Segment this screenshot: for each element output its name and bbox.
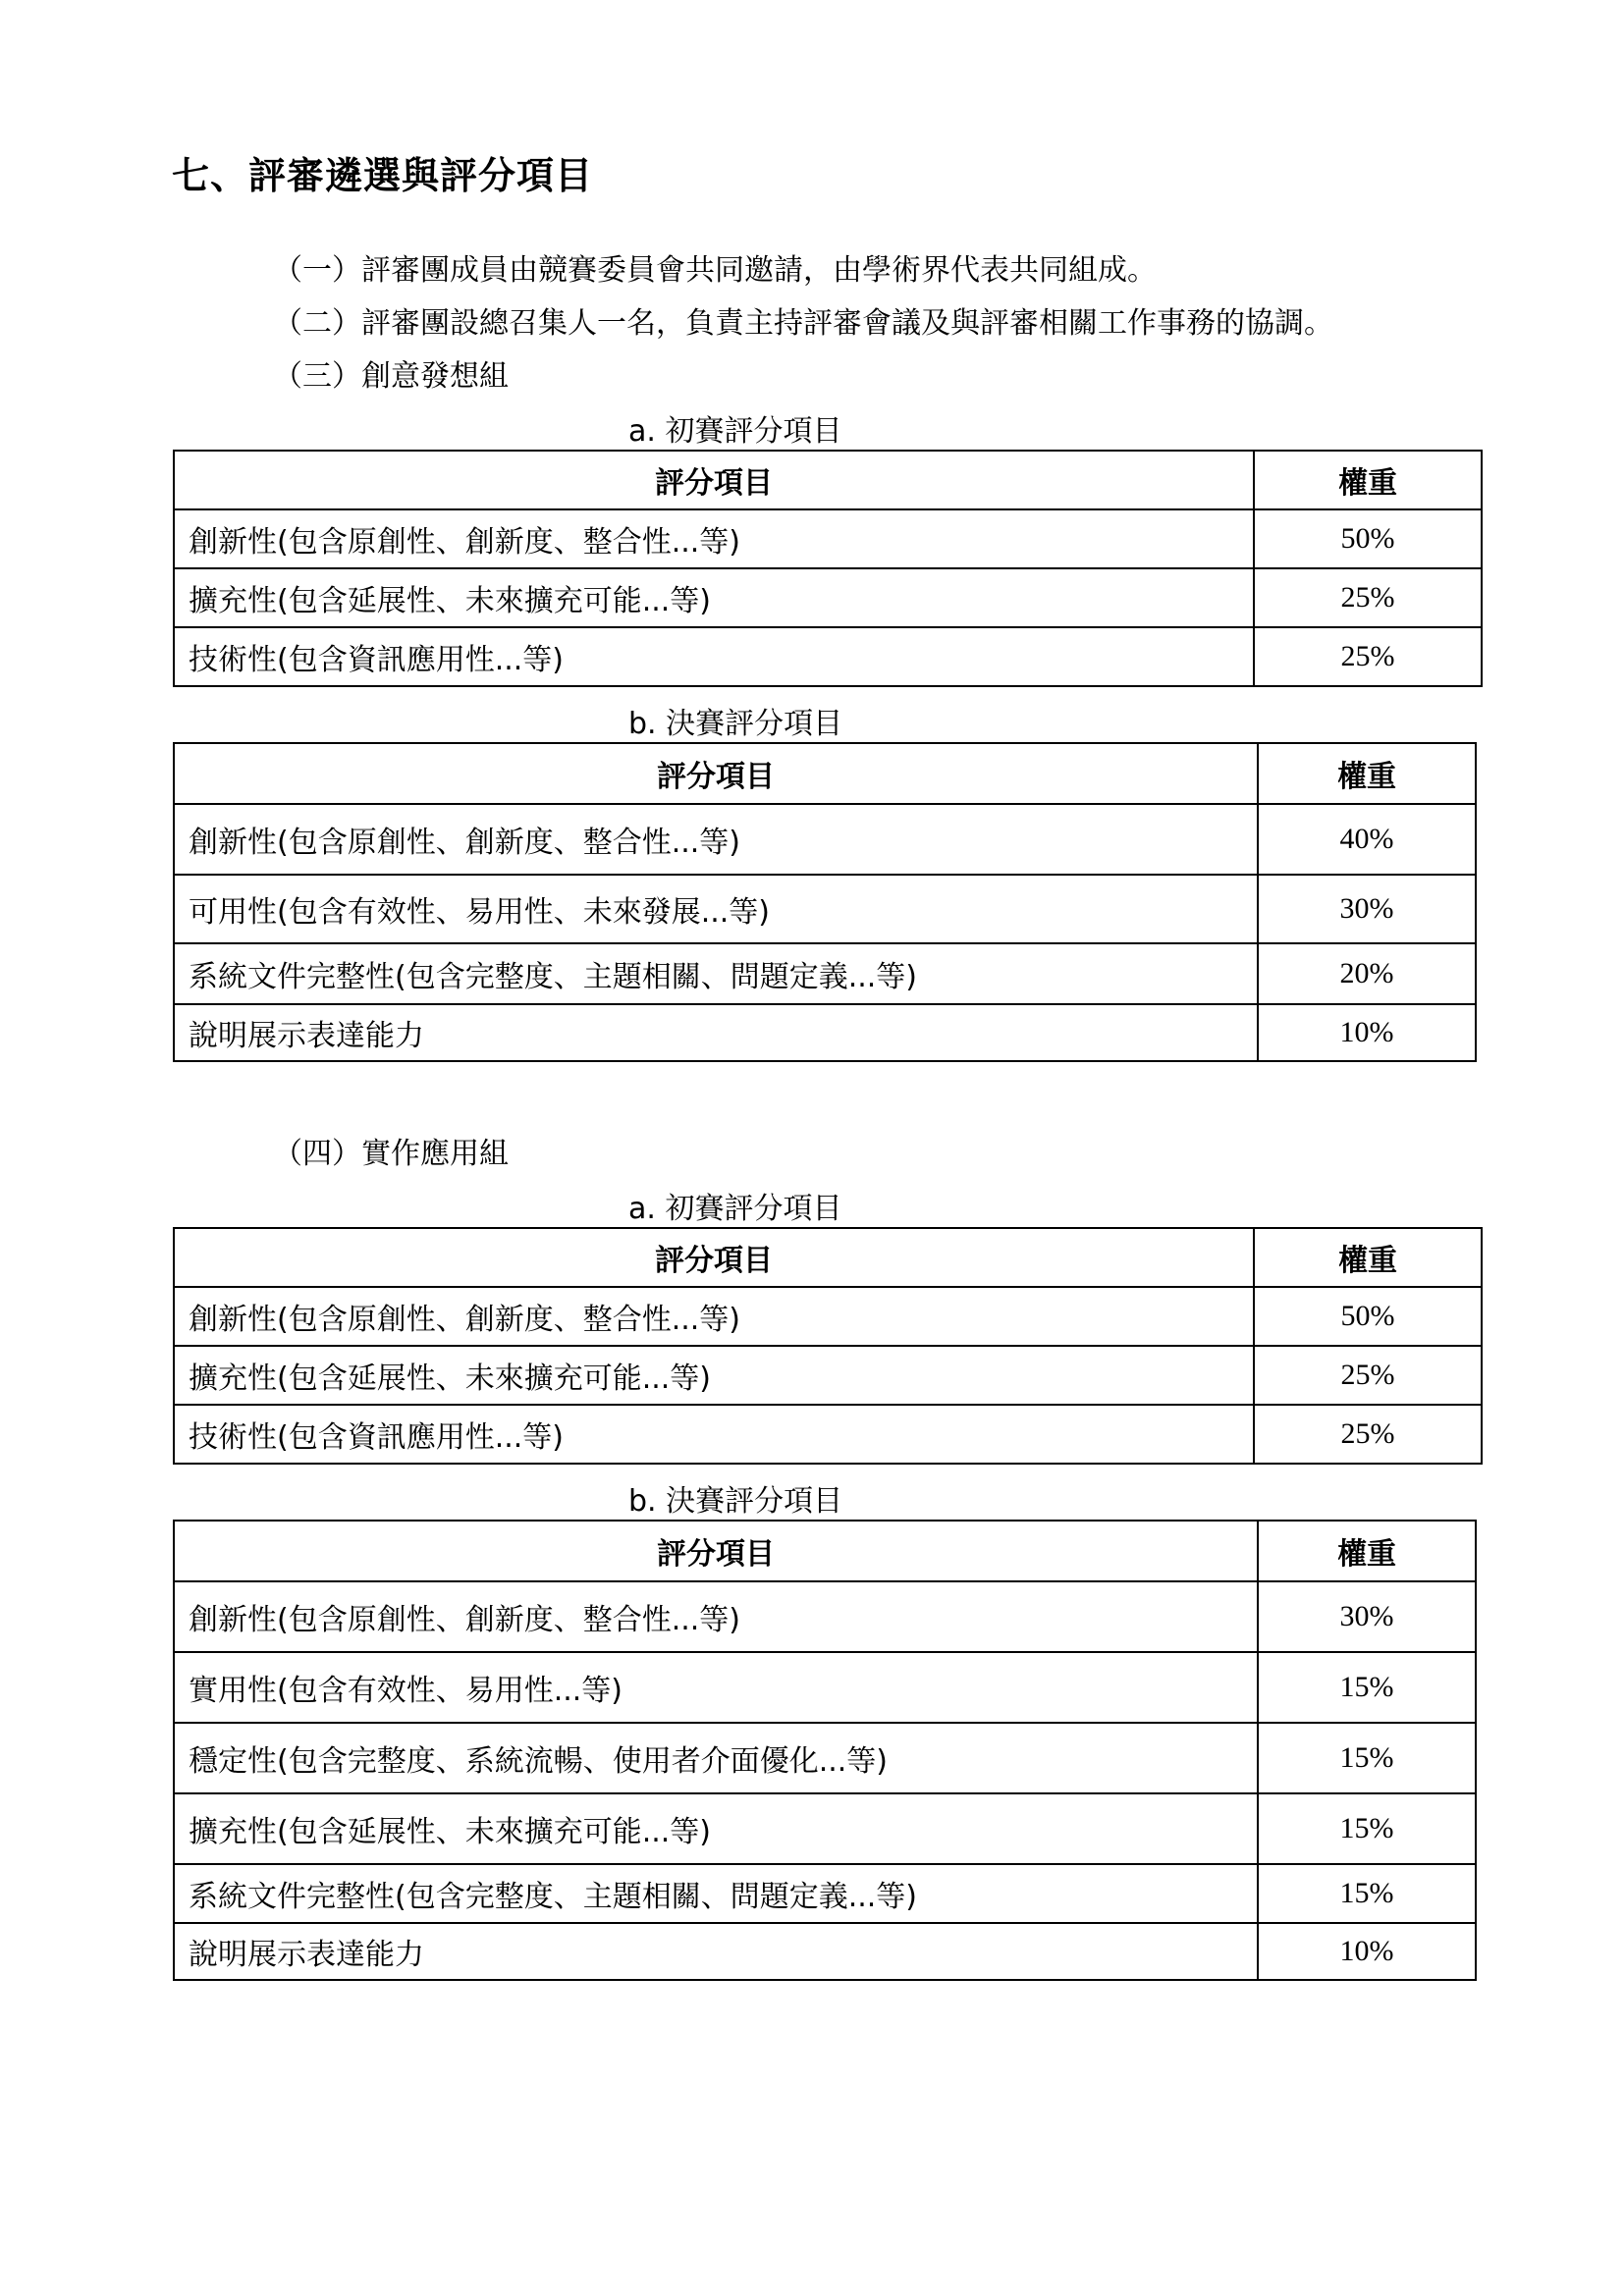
criterion-cell: 系統文件完整性(包含完整度、主題相關、問題定義...等) bbox=[174, 943, 1258, 1004]
table-row bbox=[174, 943, 1476, 1004]
header-weight: 權重 bbox=[1258, 743, 1476, 804]
applied-prelim-caption: a. 初賽評分項目 bbox=[628, 1192, 842, 1226]
item-2: （二）評審團設總召集人一名，負責主持評審會議及與評審相關工作事務的協調。 bbox=[273, 306, 1333, 341]
criterion-cell: 說明展示表達能力 bbox=[174, 1004, 1258, 1061]
criterion-cell: 穩定性(包含完整度、系統流暢、使用者介面優化...等) bbox=[174, 1723, 1258, 1793]
item-3: （三）創意發想組 bbox=[273, 359, 509, 394]
weight-cell: 30% bbox=[1258, 875, 1476, 943]
weight-cell: 40% bbox=[1258, 804, 1476, 875]
weight-cell: 25% bbox=[1254, 1405, 1482, 1464]
table-row bbox=[174, 804, 1476, 875]
header-criterion: 評分項目 bbox=[174, 1228, 1254, 1287]
table-row bbox=[174, 1923, 1476, 1980]
weight-cell: 10% bbox=[1258, 1004, 1476, 1061]
criterion-cell: 創新性(包含原創性、創新度、整合性...等) bbox=[174, 1287, 1254, 1346]
table-row bbox=[174, 1346, 1482, 1405]
header-weight: 權重 bbox=[1254, 1228, 1482, 1287]
weight-cell: 20% bbox=[1258, 943, 1476, 1004]
weight-cell: 15% bbox=[1258, 1652, 1476, 1723]
criterion-cell: 技術性(包含資訊應用性...等) bbox=[174, 627, 1254, 686]
header-criterion: 評分項目 bbox=[174, 451, 1254, 509]
table-row bbox=[174, 1652, 1476, 1723]
table-row bbox=[174, 568, 1482, 627]
applied-prelim-table bbox=[173, 1227, 1483, 1465]
weight-cell: 15% bbox=[1258, 1793, 1476, 1864]
creative-prelim-caption: a. 初賽評分項目 bbox=[628, 414, 842, 449]
criterion-cell: 擴充性(包含延展性、未來擴充可能...等) bbox=[174, 1346, 1254, 1405]
table-row bbox=[174, 1793, 1476, 1864]
applied-final-table bbox=[173, 1520, 1477, 1981]
header-weight: 權重 bbox=[1258, 1521, 1476, 1581]
table-row bbox=[174, 1004, 1476, 1061]
header-criterion: 評分項目 bbox=[174, 743, 1258, 804]
criterion-cell: 可用性(包含有效性、易用性、未來發展...等) bbox=[174, 875, 1258, 943]
weight-cell: 30% bbox=[1258, 1581, 1476, 1652]
item-1: （一）評審團成員由競賽委員會共同邀請，由學術界代表共同組成。 bbox=[273, 253, 1157, 288]
criterion-cell: 系統文件完整性(包含完整度、主題相關、問題定義...等) bbox=[174, 1864, 1258, 1923]
table-row bbox=[174, 875, 1476, 943]
item-4: （四）實作應用組 bbox=[273, 1137, 509, 1171]
criterion-cell: 技術性(包含資訊應用性...等) bbox=[174, 1405, 1254, 1464]
header-weight: 權重 bbox=[1254, 451, 1482, 509]
table-header-row bbox=[174, 1228, 1482, 1287]
table-row bbox=[174, 1405, 1482, 1464]
criterion-cell: 創新性(包含原創性、創新度、整合性...等) bbox=[174, 804, 1258, 875]
table-row bbox=[174, 1581, 1476, 1652]
table-row bbox=[174, 1287, 1482, 1346]
weight-cell: 25% bbox=[1254, 1346, 1482, 1405]
weight-cell: 10% bbox=[1258, 1923, 1476, 1980]
criterion-cell: 創新性(包含原創性、創新度、整合性...等) bbox=[174, 509, 1254, 568]
weight-cell: 15% bbox=[1258, 1864, 1476, 1923]
table-header-row bbox=[174, 743, 1476, 804]
table-row bbox=[174, 1864, 1476, 1923]
criterion-cell: 實用性(包含有效性、易用性...等) bbox=[174, 1652, 1258, 1723]
weight-cell: 25% bbox=[1254, 568, 1482, 627]
table-row bbox=[174, 509, 1482, 568]
weight-cell: 50% bbox=[1254, 509, 1482, 568]
criterion-cell: 說明展示表達能力 bbox=[174, 1923, 1258, 1980]
table-header-row bbox=[174, 451, 1482, 509]
weight-cell: 50% bbox=[1254, 1287, 1482, 1346]
weight-cell: 15% bbox=[1258, 1723, 1476, 1793]
creative-prelim-table bbox=[173, 450, 1483, 687]
table-row bbox=[174, 1723, 1476, 1793]
applied-final-caption: b. 決賽評分項目 bbox=[628, 1484, 843, 1519]
creative-final-table bbox=[173, 742, 1477, 1062]
criterion-cell: 創新性(包含原創性、創新度、整合性...等) bbox=[174, 1581, 1258, 1652]
creative-final-caption: b. 決賽評分項目 bbox=[628, 707, 843, 741]
weight-cell: 25% bbox=[1254, 627, 1482, 686]
criterion-cell: 擴充性(包含延展性、未來擴充可能...等) bbox=[174, 568, 1254, 627]
table-row bbox=[174, 627, 1482, 686]
table-header-row bbox=[174, 1521, 1476, 1581]
section-heading: 七、評審遴選與評分項目 bbox=[172, 154, 594, 197]
header-criterion: 評分項目 bbox=[174, 1521, 1258, 1581]
criterion-cell: 擴充性(包含延展性、未來擴充可能...等) bbox=[174, 1793, 1258, 1864]
